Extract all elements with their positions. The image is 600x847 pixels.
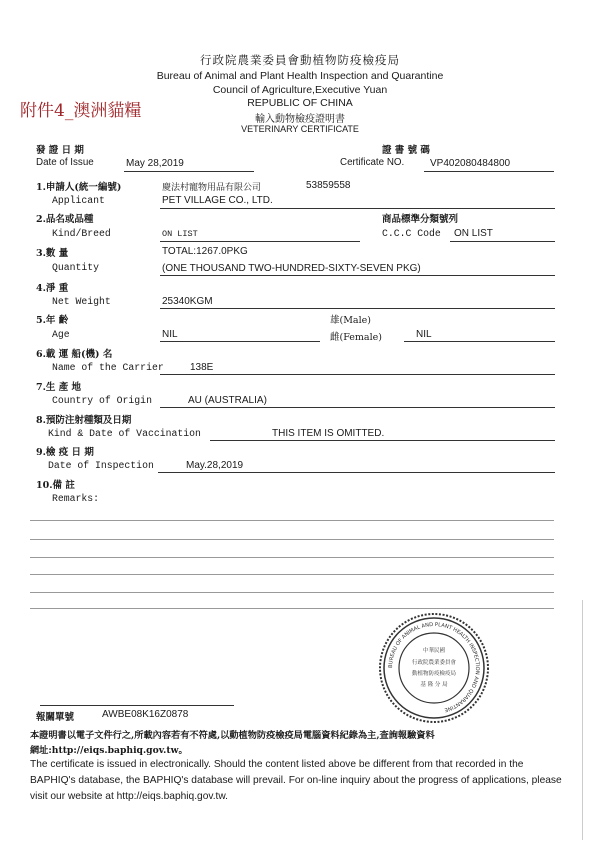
- seal-text-line3: 動植物防疫檢疫局: [411, 671, 457, 677]
- applicant-label-cn: 1.申請人(統一編號): [36, 182, 122, 193]
- remarks-line: [30, 520, 554, 521]
- applicant-underline: [160, 208, 555, 209]
- age-label-en: Age: [52, 329, 70, 340]
- ccc-label-cn: 商品標準分類號列: [382, 214, 459, 225]
- age-label-cn: 5.年 齡: [36, 315, 69, 326]
- declaration-label: 報關單號: [36, 712, 75, 723]
- remarks-line: [30, 592, 554, 593]
- declaration-top-rule: [40, 705, 234, 706]
- cert-no-label-cn: 證 書 號 碼: [382, 145, 430, 156]
- issue-date-value: May 28,2019: [126, 158, 184, 169]
- carrier-underline: [160, 374, 555, 375]
- remarks-line: [30, 539, 554, 540]
- weight-underline: [160, 308, 555, 309]
- attachment-annotation: 附件4_澳洲貓糧: [20, 101, 142, 121]
- cert-no-value: VP402080484800: [430, 158, 511, 169]
- page-edge-line: [582, 600, 583, 840]
- cert-no-label-en: Certificate NO.: [340, 157, 405, 168]
- footer-cn-line2: 網址:http://eiqs.baphiq.gov.tw。: [30, 745, 188, 756]
- header-council-en: Council of Agriculture,Executive Yuan: [212, 84, 388, 96]
- official-seal-icon: [378, 612, 490, 724]
- vaccination-label-cn: 8.預防注射種類及日期: [36, 415, 132, 426]
- weight-label-en: Net Weight: [52, 296, 111, 307]
- quantity-underline: [160, 275, 555, 276]
- remarks-label-en: Remarks:: [52, 493, 100, 504]
- ccc-label-en: C.C.C Code: [382, 228, 441, 239]
- kind-label-cn: 2.品名或品種: [36, 214, 94, 225]
- seal-text-top: 中華民國: [422, 648, 446, 654]
- cert-no-underline: [424, 171, 554, 172]
- vaccination-underline: [210, 440, 555, 441]
- origin-label-cn: 7.生 產 地: [36, 382, 82, 393]
- header-bureau-en: Bureau of Animal and Plant Health Inspection and Quarantine: [156, 70, 444, 82]
- age-value: NIL: [162, 329, 178, 340]
- quantity-words: (ONE THOUSAND TWO-HUNDRED-SIXTY-SEVEN PKG): [162, 263, 421, 274]
- vaccination-value: THIS ITEM IS OMITTED.: [272, 428, 385, 439]
- female-label: 雌(Female): [330, 332, 382, 343]
- carrier-value: 138E: [190, 362, 214, 373]
- male-label: 雄(Male): [330, 315, 371, 326]
- ccc-underline: [450, 241, 555, 242]
- origin-underline: [160, 407, 555, 408]
- inspection-underline: [158, 472, 555, 473]
- applicant-value-cn: 慶法村寵物用品有限公司: [162, 183, 262, 193]
- age-underline: [160, 341, 320, 342]
- weight-label-cn: 4.淨 重: [36, 283, 69, 294]
- kind-underline: [160, 241, 360, 242]
- issue-date-label-en: Date of Issue: [36, 157, 94, 168]
- sex-underline: [404, 341, 555, 342]
- origin-value: AU (AUSTRALIA): [188, 395, 267, 406]
- seal-text-line2: 行政院農業委員會: [411, 660, 457, 666]
- carrier-label-en: Name of the Carrier: [52, 362, 164, 373]
- footer-en-text: The certificate is issued in electronically. Should the content listed above be different from that recorded in the BAPHIQ's database, the BAPHIQ's database will prevail. For on-line inquiry about the progress of applications, please visit our website at http://eiqs.baphiq.gov.tw.: [30, 759, 562, 802]
- issue-date-underline: [124, 171, 254, 172]
- applicant-label-en: Applicant: [52, 195, 105, 206]
- origin-label-en: Country of Origin: [52, 395, 152, 406]
- weight-value: 25340KGM: [162, 296, 213, 307]
- seal-ring-text: BUREAU OF ANIMAL AND PLANT HEALTH INSPECTION AND QUARANTINE: [387, 621, 481, 713]
- kind-label-en: Kind/Breed: [52, 228, 111, 239]
- quantity-label-cn: 3.數 量: [36, 248, 69, 259]
- declaration-value: AWBE08K16Z0878: [102, 709, 189, 720]
- quantity-label-en: Quantity: [52, 262, 100, 273]
- footer-cn-line1: 本證明書以電子文件行之,所載內容若有不符處,以動植物防疫檢疫局電腦資料紀錄為主,查詢報驗資料: [30, 730, 435, 741]
- quantity-value: TOTAL:1267.0PKG: [162, 246, 248, 257]
- kind-value: ON LIST: [162, 229, 198, 239]
- inspection-value: May.28,2019: [186, 460, 244, 471]
- applicant-tax-id: 53859558: [306, 180, 351, 191]
- remarks-line: [30, 574, 554, 575]
- sex-value: NIL: [416, 329, 432, 340]
- carrier-label-cn: 6.載 運 船(機) 名: [36, 349, 113, 360]
- header-country-en: REPUBLIC OF CHINA: [247, 97, 353, 109]
- remarks-label-cn: 10.備 註: [36, 480, 75, 491]
- inspection-label-en: Date of Inspection: [48, 460, 154, 471]
- vaccination-label-en: Kind & Date of Vaccination: [48, 428, 201, 439]
- issue-date-label-cn: 發 證 日 期: [36, 145, 84, 156]
- seal-text-line4: 基 隆 分 局: [420, 682, 448, 688]
- header-cert-en: VETERINARY CERTIFICATE: [241, 124, 359, 134]
- remarks-line: [30, 608, 554, 609]
- remarks-line: [30, 557, 554, 558]
- applicant-value-en: PET VILLAGE CO., LTD.: [162, 195, 273, 206]
- inspection-label-cn: 9.檢 疫 日 期: [36, 447, 94, 458]
- ccc-value: ON LIST: [454, 228, 493, 239]
- header-title-cn: 行政院農業委員會動植物防疫檢疫局: [200, 53, 400, 67]
- header-cert-cn: 輸入動物檢疫證明書: [255, 114, 345, 125]
